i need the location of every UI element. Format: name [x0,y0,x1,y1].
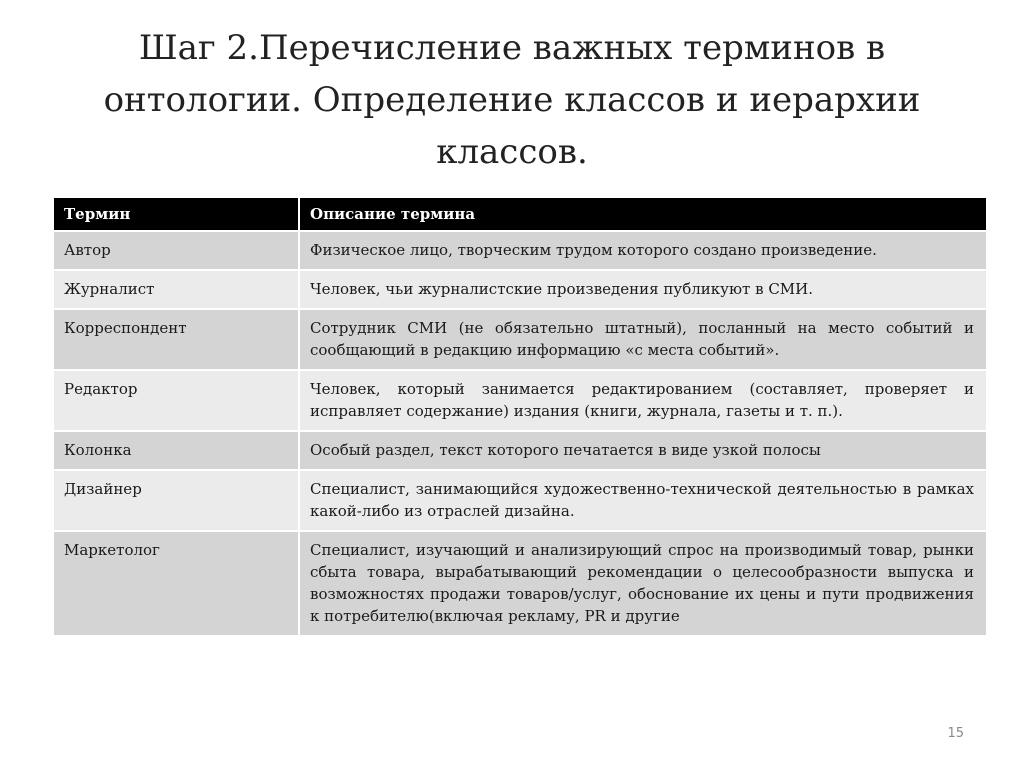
description-cell: Физическое лицо, творческим трудом которого создано произведение. [299,231,986,270]
term-cell: Колонка [54,431,299,470]
table-row [54,231,986,270]
description-cell: Специалист, изучающий и анализирующий спрос на производимый товар, рынки сбыта товара, вырабатывающий рекомендации о целесообразности выпуска и возможностях продажи товаров/услуг, обоснование их цены и пути продвижения к потребителю(включая рекламу, PR и другие [299,531,986,635]
slide-title-line-3: классов. [436,132,588,172]
description-cell: Сотрудник СМИ (не обязательно штатный), посланный на место событий и сообщающий в редакцию информацию «с места событий». [299,309,986,370]
page-number: 15 [947,726,964,741]
table-row [54,470,986,531]
term-cell: Редактор [54,370,299,431]
table-row [54,370,986,431]
description-cell: Человек, который занимается редактированием (составляет, проверяет и исправляет содержание) издания (книги, журнала, газеты и т. п.). [299,370,986,431]
term-cell: Автор [54,231,299,270]
term-cell: Маркетолог [54,531,299,635]
table-row [54,270,986,309]
table-row [54,431,986,470]
description-cell: Человек, чьи журналистские произведения публикуют в СМИ. [299,270,986,309]
description-cell: Специалист, занимающийся художественно-технической деятельностью в рамках какой-либо из отраслей дизайна. [299,470,986,531]
term-cell: Корреспондент [54,309,299,370]
term-cell: Дизайнер [54,470,299,531]
table-row [54,531,986,635]
header-description: Описание термина [299,198,986,231]
term-cell: Журналист [54,270,299,309]
slide-title-line-1: Шаг 2.Перечисление важных терминов в [138,28,886,68]
slide-title-line-2: онтологии. Определение классов и иерархии [103,80,921,120]
table-header-row [54,198,986,231]
description-cell: Особый раздел, текст которого печатается в виде узкой полосы [299,431,986,470]
table-row [54,309,986,370]
header-term: Термин [54,198,299,231]
terms-table [54,198,986,635]
slide-title [60,22,964,178]
